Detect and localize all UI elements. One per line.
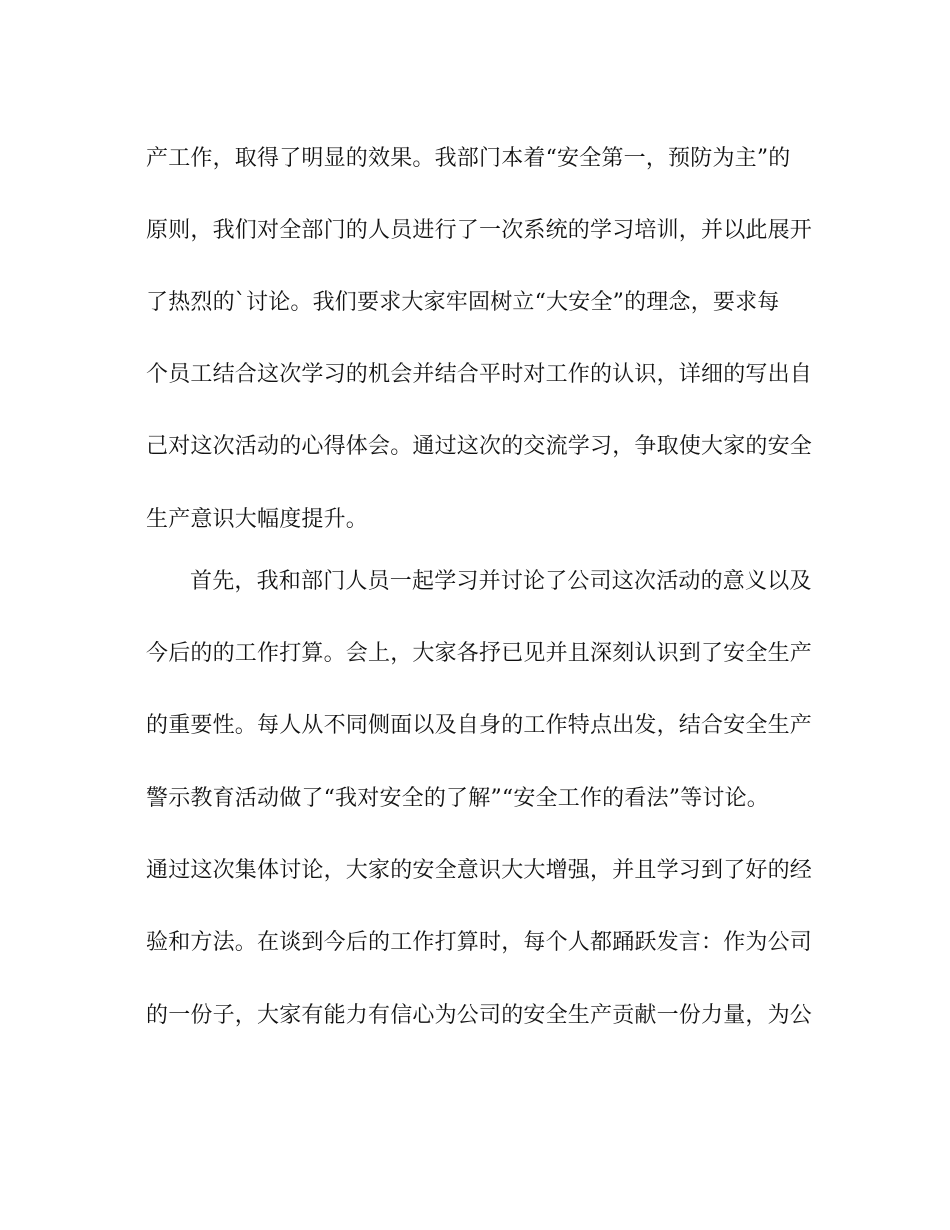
text-line: 的重要性。每人从不同侧面以及自身的工作特点出发，结合安全生产 bbox=[146, 713, 813, 738]
text-line: 验和方法。在谈到今后的工作打算时，每个人都踊跃发言：作为公司 bbox=[146, 930, 813, 955]
text-line: 原则，我们对全部门的人员进行了一次系统的学习培训，并以此展开 bbox=[146, 218, 813, 243]
text-line: 个员工结合这次学习的机会并结合平时对工作的认识，详细的写出自 bbox=[146, 362, 813, 387]
text-line: 首先，我和部门人员一起学习并讨论了公司这次活动的意义以及 bbox=[190, 569, 812, 594]
text-line: 产工作，取得了明显的效果。我部门本着“安全第一，预防为主”的 bbox=[146, 146, 791, 171]
text-line: 今后的的工作打算。会上，大家各抒已见并且深刻认识到了安全生产 bbox=[146, 641, 813, 666]
text-line: 通过这次集体讨论，大家的安全意识大大增强，并且学习到了好的经 bbox=[146, 858, 813, 883]
text-line: 的一份子，大家有能力有信心为公司的安全生产贡献一份力量，为公 bbox=[146, 1003, 813, 1028]
text-line: 警示教育活动做了“我对安全的了解”“安全工作的看法”等讨论。 bbox=[146, 786, 769, 811]
text-line: 生产意识大幅度提升。 bbox=[146, 507, 369, 532]
text-line: 己对这次活动的心得体会。通过这次的交流学习，争取使大家的安全 bbox=[146, 434, 813, 459]
text-line: 了热烈的`讨论。我们要求大家牢固树立“大安全”的理念，要求每 bbox=[146, 290, 780, 315]
